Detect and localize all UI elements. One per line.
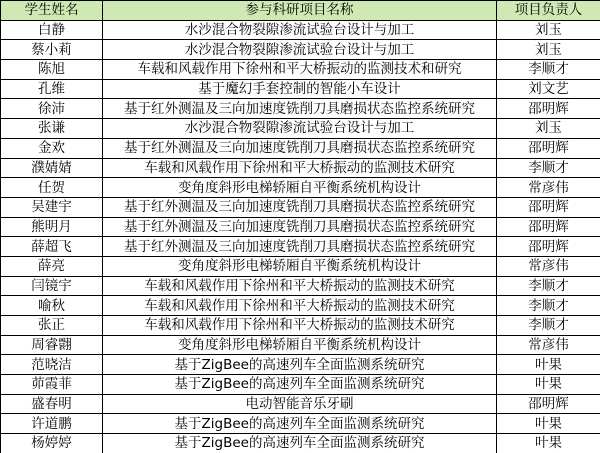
student-name-cell[interactable]: 任贺: [1, 178, 103, 198]
project-leader-cell[interactable]: 常彦伟: [497, 335, 600, 355]
project-name-cell[interactable]: 基于红外测温及三向加速度铣削刀具磨损状态监控系统研究: [103, 237, 497, 257]
project-leader-cell[interactable]: 刘玉: [497, 40, 600, 60]
table-row: [1, 394, 600, 414]
student-name-cell[interactable]: 张正: [1, 316, 103, 336]
student-name-cell[interactable]: 周睿翾: [1, 335, 103, 355]
project-leader-cell[interactable]: 李顺才: [497, 60, 600, 80]
project-leader-cell[interactable]: 叶果: [497, 434, 600, 453]
project-leader-cell[interactable]: 刘玉: [497, 119, 600, 139]
student-name-cell[interactable]: 白静: [1, 20, 103, 40]
project-leader-cell[interactable]: 李顺才: [497, 276, 600, 296]
project-name-cell[interactable]: 车载和风载作用下徐州和平大桥振动的监测技术研究: [103, 316, 497, 336]
table-row: [1, 237, 600, 257]
table-row: [1, 335, 600, 355]
project-leader-cell[interactable]: 叶果: [497, 414, 600, 434]
table-row: [1, 79, 600, 99]
table-row: [1, 296, 600, 316]
student-name-cell[interactable]: 吴建宇: [1, 197, 103, 217]
project-name-cell[interactable]: 变角度斜形电梯轿厢自平衡系统机构设计: [103, 335, 497, 355]
table-row: [1, 40, 600, 60]
project-leader-cell[interactable]: 邵明辉: [497, 217, 600, 237]
project-name-cell[interactable]: 基于ZigBee的高速列车全面监测系统研究: [103, 414, 497, 434]
project-leader-cell[interactable]: 邵明辉: [497, 138, 600, 158]
header-student-cell[interactable]: 学生姓名: [1, 1, 103, 21]
table-row: [1, 375, 600, 395]
header-project-cell[interactable]: 参与科研项目名称: [103, 1, 497, 21]
table-row: [1, 99, 600, 119]
project-leader-cell[interactable]: 邵明辉: [497, 394, 600, 414]
project-name-cell[interactable]: 基于ZigBee的高速列车全面监测系统研究: [103, 375, 497, 395]
project-name-cell[interactable]: 水沙混合物裂隙渗流试验台设计与加工: [103, 20, 497, 40]
project-name-cell[interactable]: 水沙混合物裂隙渗流试验台设计与加工: [103, 40, 497, 60]
table-row: [1, 217, 600, 237]
student-name-cell[interactable]: 喻秋: [1, 296, 103, 316]
project-leader-cell[interactable]: 李顺才: [497, 158, 600, 178]
table-row: [1, 178, 600, 198]
project-leader-cell[interactable]: 邵明辉: [497, 237, 600, 257]
student-name-cell[interactable]: 徐沛: [1, 99, 103, 119]
project-name-cell[interactable]: 基于红外测温及三向加速度铣削刀具磨损状态监控系统研究: [103, 197, 497, 217]
project-name-cell[interactable]: 水沙混合物裂隙渗流试验台设计与加工: [103, 119, 497, 139]
project-leader-cell[interactable]: 邵明辉: [497, 99, 600, 119]
project-name-cell[interactable]: 电动智能音乐牙刷: [103, 394, 497, 414]
project-name-cell[interactable]: 车载和风载作用下徐州和平大桥振动的监测技术研究: [103, 276, 497, 296]
student-name-cell[interactable]: 金欢: [1, 138, 103, 158]
student-name-cell[interactable]: 孔维: [1, 79, 103, 99]
table-row: [1, 414, 600, 434]
table-row: [1, 276, 600, 296]
student-name-cell[interactable]: 茆霞菲: [1, 375, 103, 395]
table-row: [1, 355, 600, 375]
student-name-cell[interactable]: 濮婧婧: [1, 158, 103, 178]
student-name-cell[interactable]: 闫镜宇: [1, 276, 103, 296]
project-name-cell[interactable]: 基于ZigBee的高速列车全面监测系统研究: [103, 355, 497, 375]
student-name-cell[interactable]: 范晓洁: [1, 355, 103, 375]
table-row: [1, 60, 600, 80]
student-name-cell[interactable]: 许道鹏: [1, 414, 103, 434]
project-name-cell[interactable]: 变角度斜形电梯轿厢自平衡系统机构设计: [103, 178, 497, 198]
project-name-cell[interactable]: 基于红外测温及三向加速度铣削刀具磨损状态监控系统研究: [103, 217, 497, 237]
header-leader-cell[interactable]: 项目负责人: [497, 1, 600, 21]
student-name-cell[interactable]: 张谦: [1, 119, 103, 139]
student-name-cell[interactable]: 薛亮: [1, 256, 103, 276]
table-row: [1, 434, 600, 453]
project-name-cell[interactable]: 基于红外测温及三向加速度铣削刀具磨损状态监控系统研究: [103, 138, 497, 158]
student-name-cell[interactable]: 薛超飞: [1, 237, 103, 257]
student-name-cell[interactable]: 盛春明: [1, 394, 103, 414]
project-leader-cell[interactable]: 邵明辉: [497, 197, 600, 217]
table-row: [1, 316, 600, 336]
project-leader-cell[interactable]: 刘文艺: [497, 79, 600, 99]
project-name-cell[interactable]: 车载和风载作用下徐州和平大桥振动的监测技术研究: [103, 158, 497, 178]
project-leader-cell[interactable]: 常彦伟: [497, 178, 600, 198]
table-row: [1, 119, 600, 139]
project-name-cell[interactable]: 车载和风载作用下徐州和平大桥振动的监测技术和研究: [103, 60, 497, 80]
project-name-cell[interactable]: 基于魔幻手套控制的智能小车设计: [103, 79, 497, 99]
student-name-cell[interactable]: 蔡小莉: [1, 40, 103, 60]
header-row: [1, 1, 600, 21]
table-row: [1, 197, 600, 217]
project-leader-cell[interactable]: 李顺才: [497, 296, 600, 316]
project-leader-cell[interactable]: 常彦伟: [497, 256, 600, 276]
project-leader-cell[interactable]: 叶果: [497, 355, 600, 375]
project-leader-cell[interactable]: 叶果: [497, 375, 600, 395]
project-name-cell[interactable]: 基于红外测温及三向加速度铣削刀具磨损状态监控系统研究: [103, 99, 497, 119]
project-name-cell[interactable]: 变角度斜形电梯轿厢自平衡系统机构设计: [103, 256, 497, 276]
table-row: [1, 256, 600, 276]
project-leader-cell[interactable]: 李顺才: [497, 316, 600, 336]
student-name-cell[interactable]: 陈旭: [1, 60, 103, 80]
table-row: [1, 158, 600, 178]
project-leader-cell[interactable]: 刘玉: [497, 20, 600, 40]
student-name-cell[interactable]: 熊明月: [1, 217, 103, 237]
project-name-cell[interactable]: 车载和风载作用下徐州和平大桥振动的监测技术研究: [103, 296, 497, 316]
table-row: [1, 138, 600, 158]
project-name-cell[interactable]: 基于ZigBee的高速列车全面监测系统研究: [103, 434, 497, 453]
student-name-cell[interactable]: 杨婷婷: [1, 434, 103, 453]
table-row: [1, 20, 600, 40]
